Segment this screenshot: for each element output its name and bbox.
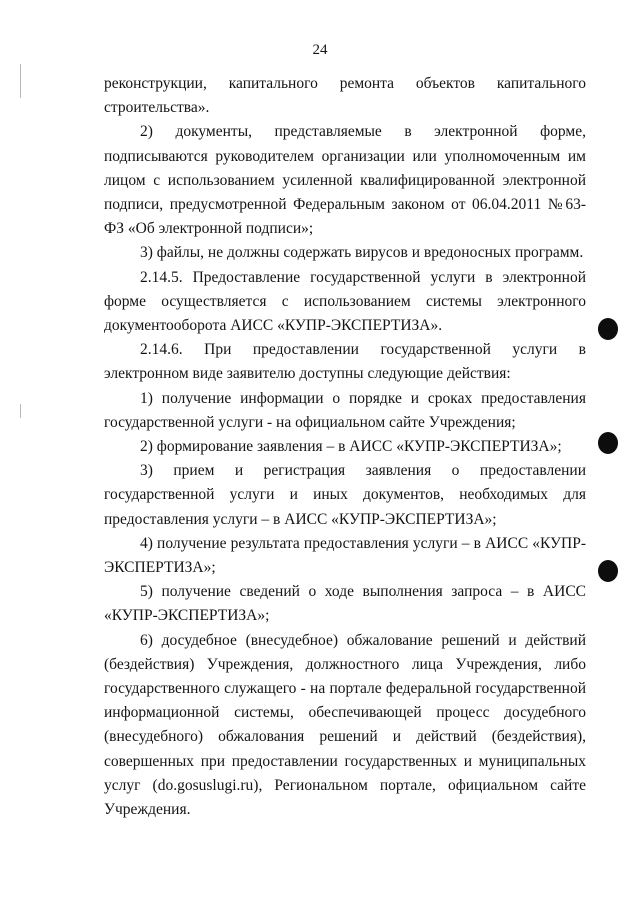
paragraph-2-14-6: 2.14.6. При предоставлении государственной услуги в электронном виде заявителю доступны следующие действия: [104, 341, 586, 383]
list-item-4-result: 4) получение результата предоставления услуги – в АИСС «КУПР-ЭКСПЕРТИЗА»; [104, 534, 586, 577]
body-text [104, 72, 586, 822]
scan-artifact [20, 404, 21, 418]
list-item-5-status: 5) получение сведений о ходе выполнения запроса – в АИСС «КУПР-ЭКСПЕРТИЗА»; [104, 583, 586, 625]
list-item-2-application: 2) формирование заявления – в АИСС «КУПР-ЭКСПЕРТИЗА»; [140, 438, 562, 456]
page-number: 24 [312, 42, 328, 58]
paragraph-2-14-5: 2.14.5. Предоставление государственной услуги в электронной форме осуществляется с использованием системы электронного документооборота АИСС «КУПР-ЭКСПЕРТИЗА». [104, 268, 586, 335]
binder-hole-mark [598, 432, 618, 454]
list-item-3-registration: 3) прием и регистрация заявления о предоставлении государственной услуги и иных документов, необходимых для предоставления услуги – в АИСС «КУПР-ЭКСПЕРТИЗА»; [104, 462, 586, 528]
list-item-6-appeal: 6) досудебное (внесудебное) обжалование решений и действий (бездействия) Учреждения, должностного лица Учреждения, либо государственного служащего - на портале федеральной государственной информационной системы, обеспечивающей процесс досудебного (внесудебного) обжалования решений и действий (бездействия), совершенных при предоставлении государственных и муниципальных услуг (do.gosuslugi.ru), Региональном портале, официальном сайте Учреждения. [104, 631, 586, 819]
paragraph-item-2-signature: 2) документы, представляемые в электронной форме, подписываются руководителем организации или уполномоченным им лицом с использованием усиленной квалифицированной электронной подписи, предусмотренной Федеральным законом от 06.04.2011 №63-ФЗ «Об электронной подписи»; [104, 123, 586, 238]
paragraph-continuation: реконструкции, капитального ремонта объектов капитального строительства». [104, 75, 586, 117]
list-item-1-information: 1) получение информации о порядке и сроках предоставления государственной услуги - на официальном сайте Учреждения; [104, 389, 586, 431]
scan-artifact [20, 64, 21, 98]
binder-hole-mark [598, 318, 618, 340]
binder-hole-mark [598, 560, 618, 582]
paragraph-item-3-files: 3) файлы, не должны содержать вирусов и вредоносных программ. [140, 244, 584, 262]
